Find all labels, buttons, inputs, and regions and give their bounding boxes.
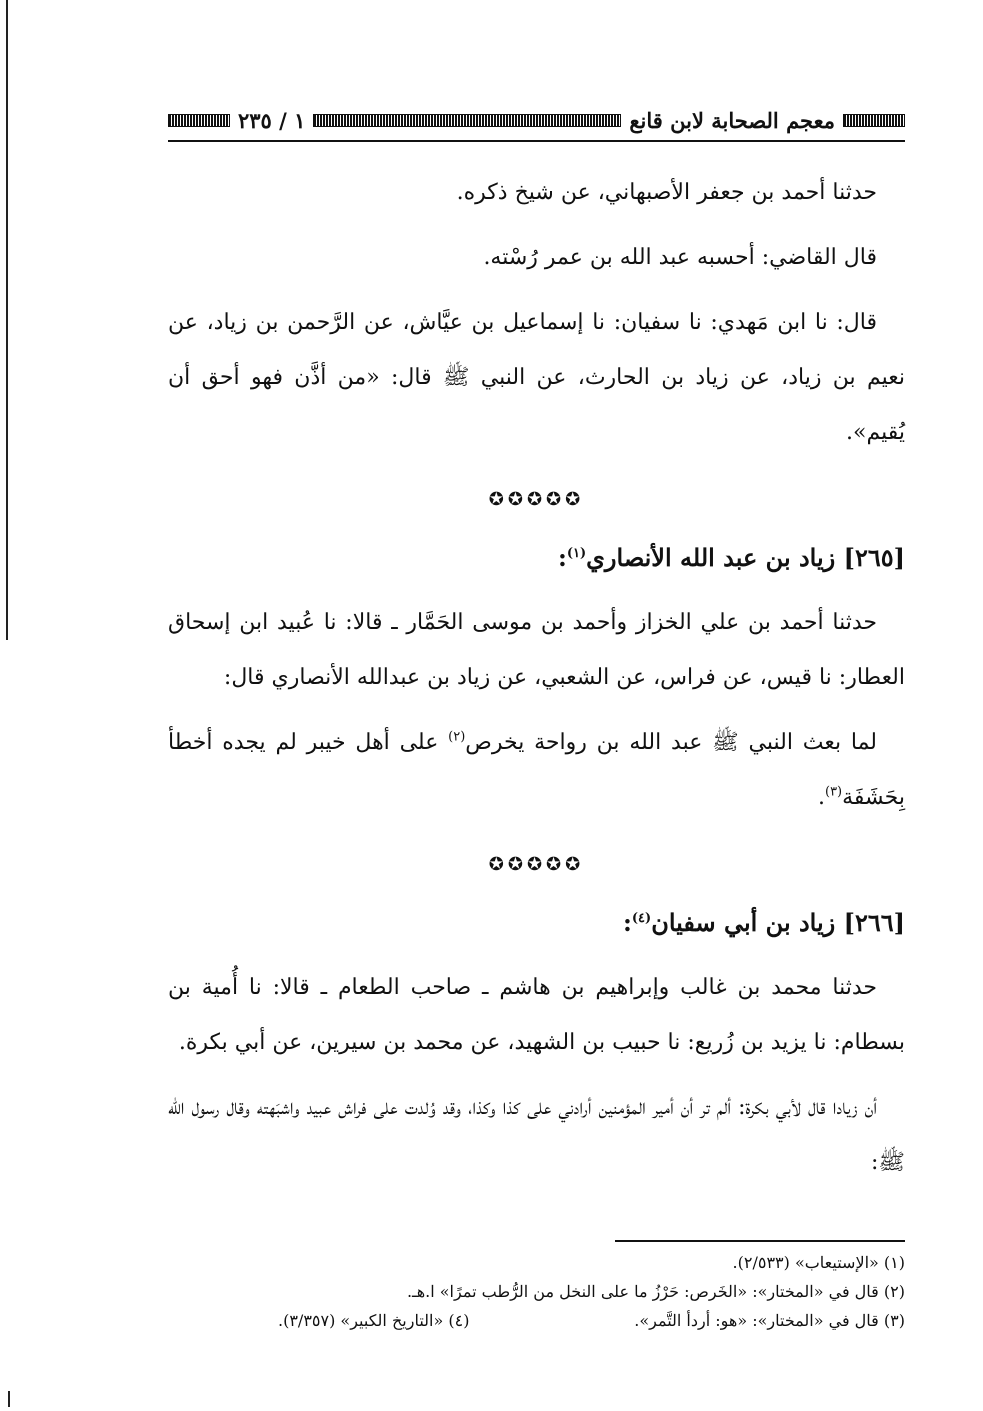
footnote-row [168, 1277, 905, 1306]
intro-paragraph-1: حدثنا أحمد بن جعفر الأصبهاني، عن شيخ ذكره. [456, 180, 877, 205]
footnote-2: (٢) قال في «المختار»: «الخَرص: حَرْزُ ما على النخل من الرُّطب تمرًا» ا.هـ. [406, 1282, 905, 1301]
footnote-ref-1: (١) [566, 546, 587, 561]
header-ornament-left [168, 114, 230, 127]
footnote-1: (١) «الإستيعاب» (٢/٥٣٣). [732, 1253, 905, 1272]
header-ornament-right [843, 114, 905, 127]
intro-paragraph-2: قال القاضي: أحسبه عبد الله بن عمر رُسْته. [483, 245, 877, 270]
section-separator: ✪✪✪✪✪ [488, 854, 585, 875]
footnote-4: (٤) «التاريخ الكبير» (٣/٣٥٧). [278, 1311, 470, 1330]
footnotes [168, 1240, 905, 1335]
header-book-title: معجم الصحابة لابن قانع [629, 107, 835, 133]
entry-266-paragraph-1: حدثنا محمد بن غالب وإبراهيم بن هاشم ـ صاحب الطعام ـ قالا: نا أُمية بن بسطام: نا يزيد بن زُريع: نا حبيب بن الشهيد، عن محمد بن سيرين، عن أبي بكرة. [168, 975, 905, 1055]
entry-265-paragraph-2 [168, 715, 905, 825]
entry-266-paragraph-2: أن زيادا قال لأبي بكرة: ألم تر أن أمير المؤمنين أرادني على كذا وكذا، وقد وُلدت على فراش عبيد واشبَهته وقال رسول الله ﷺ: [168, 1095, 905, 1175]
footnote-row [168, 1306, 905, 1335]
section-separator: ✪✪✪✪✪ [488, 489, 585, 510]
footnote-row [168, 1248, 905, 1277]
footnote-ref-3: (٣) [824, 784, 843, 800]
header-page-ref: ١ / ٢٣٥ [238, 107, 306, 133]
intro-paragraph-3: قال: نا ابن مَهدي: نا سفيان: نا إسماعيل بن عيَّاش، عن الرَّحمن بن زياد، عن نعيم بن زياد، عن زياد بن الحارث، عن النبي ﷺ قال: «من أذَّن فهو أحق أن يُقيم». [168, 310, 905, 445]
header-ornament-middle [313, 114, 621, 127]
entry-265-text-a: لما بعث النبي ﷺ عبد الله بن رواحة يخرص [465, 730, 877, 755]
entry-266-heading: [٢٦٦] زياد بن أبي سفيان [651, 908, 905, 937]
entry-265-text-c: . [817, 785, 825, 810]
entry-266-title [168, 895, 905, 950]
footnote-rule [615, 1240, 905, 1242]
page-edge-mark [8, 1391, 10, 1407]
entry-265-colon: : [557, 543, 567, 572]
running-header [168, 100, 905, 142]
page-edge-line [6, 0, 8, 640]
footnote-ref-2: (٢) [448, 729, 466, 745]
main-text [168, 165, 905, 1200]
footnote-ref-4: (٤) [631, 911, 652, 926]
entry-266-colon: : [623, 908, 632, 937]
entry-265-title [168, 530, 905, 585]
entry-265-paragraph-1: حدثنا أحمد بن علي الخزاز وأحمد بن موسى الحَمَّار ـ قالا: نا عُبيد ابن إسحاق العطار: نا قيس، عن فراس، عن الشعبي، عن زياد بن عبدالله الأنصاري قال: [168, 610, 905, 690]
footnote-3: (٣) قال في «المختار»: «هو: أردأ التَّمر». [634, 1311, 905, 1330]
entry-265-text-b: على أهل خيبر لم يجده أخطأ بِحَشَفَة [168, 730, 905, 810]
entry-265-heading: [٢٦٥] زياد بن عبد الله الأنصاري [586, 543, 905, 572]
